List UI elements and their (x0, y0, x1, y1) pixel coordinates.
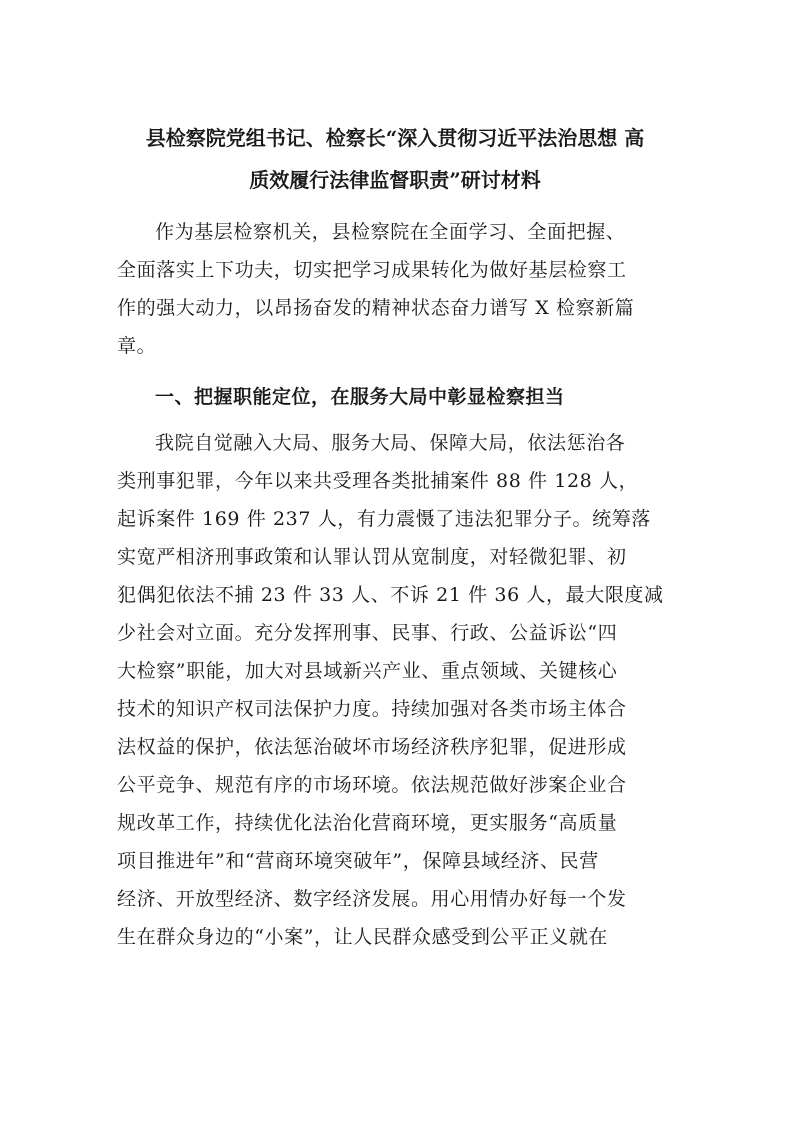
section-1-line: 我院自觉融入大局、服务大局、保障大局，依法惩治各 (155, 432, 626, 454)
section-1-line: 经济、开放型经济、数字经济发展。用心用情办好每一个发 (117, 888, 627, 910)
section-1-line: 技术的知识产权司法保护力度。持续加强对各类市场主体合 (117, 698, 627, 720)
section-1-line: 生在群众身边的“小案”，让人民群众感受到公平正义就在 (117, 926, 609, 948)
intro-line: 全面落实上下功夫，切实把学习成果转化为做好基层检察工 (117, 259, 627, 281)
section-1-line: 起诉案件 169 件 237 人，有力震慑了违法犯罪分子。统筹落 (117, 508, 651, 530)
section-1-line: 公平竞争、规范有序的市场环境。依法规范做好涉案企业合 (117, 774, 627, 796)
section-1-line: 项目推进年”和“营商环境突破年”，保障县域经济、民营 (117, 850, 599, 872)
intro-line: 章。 (117, 335, 157, 357)
section-1-line: 类刑事犯罪，今年以来共受理各类批捕案件 88 件 128 人， (117, 470, 639, 492)
document-title-line-2: 质效履行法律监督职责”研讨材料 (249, 168, 541, 192)
section-1-line: 规改革工作，持续优化法治化营商环境，更实服务“高质量 (117, 812, 618, 834)
document-title-line-1: 县检察院党组书记、检察长“深入贯彻习近平法治思想 高 (145, 126, 645, 150)
section-1-line: 法权益的保护，依法惩治破坏市场经济秩序犯罪，促进形成 (117, 736, 627, 758)
section-1-paragraph (117, 424, 687, 956)
section-1-line: 大检察”职能，加大对县域新兴产业、重点领域、关键核心 (117, 660, 618, 682)
section-1-line: 少社会对立面。充分发挥刑事、民事、行政、公益诉讼“四 (117, 622, 618, 644)
section-1-heading: 一、把握职能定位，在服务大局中彰显检察担当 (155, 386, 565, 408)
section-1-line: 犯偶犯依法不捕 23 件 33 人、不诉 21 件 36 人，最大限度减 (117, 584, 664, 606)
intro-line: 作的强大动力，以昂扬奋发的精神状态奋力谱写 X 检察新篇 (117, 297, 635, 319)
intro-paragraph (117, 213, 687, 365)
intro-line: 作为基层检察机关，县检察院在全面学习、全面把握、 (155, 221, 626, 243)
section-1-line: 实宽严相济刑事政策和认罪认罚从宽制度，对轻微犯罪、初 (117, 546, 627, 568)
